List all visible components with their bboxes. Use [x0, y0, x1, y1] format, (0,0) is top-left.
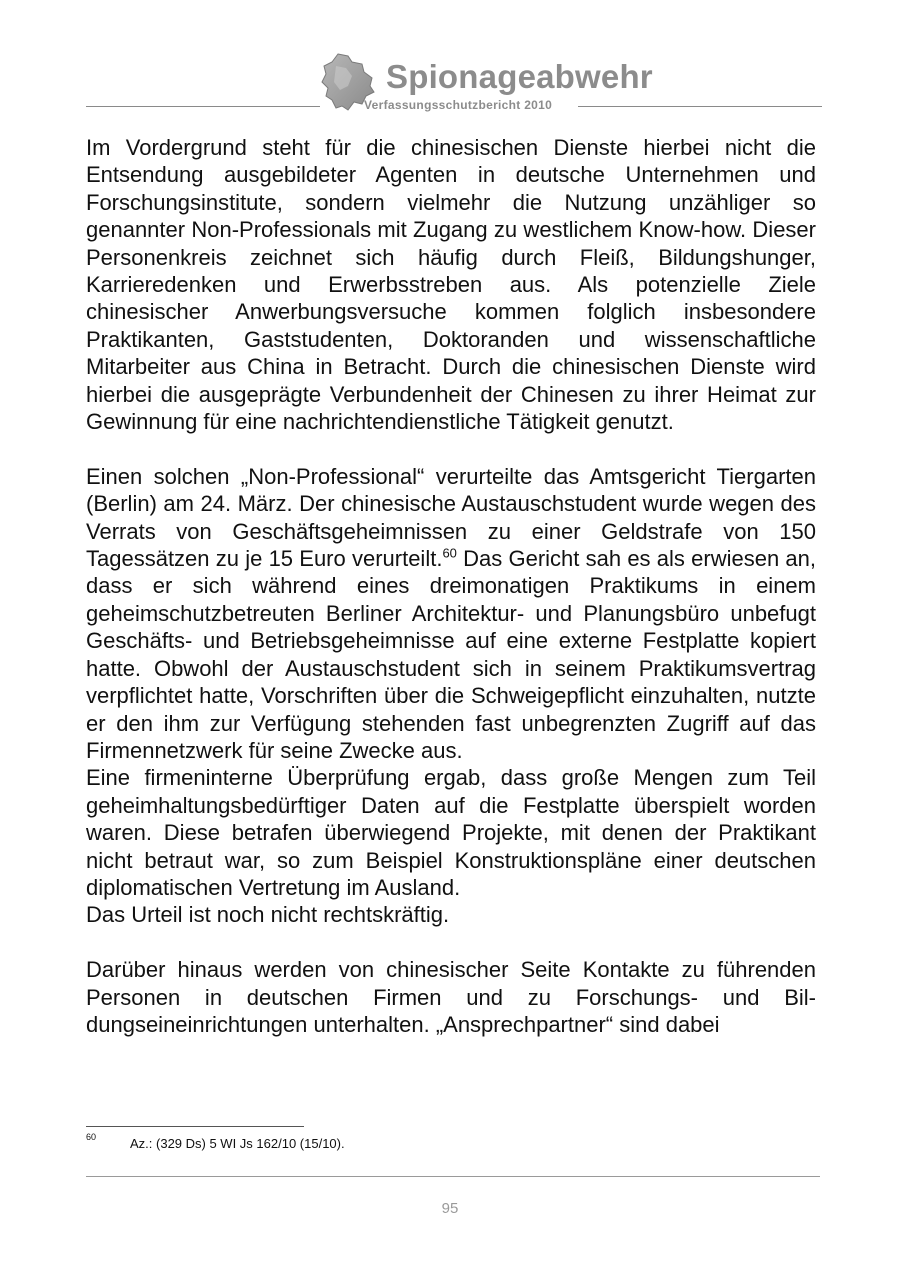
paragraph-2-part-1: Einen solchen „Non-Professional“ verurteilte das Amtsgericht Tiergarten (Berlin) am 24. März. Der chinesische Austauschstudent wurde wegen des Verrats von Geschäftsgeheimnissen zu einer Geldstrafe von 150 Tagessätzen zu je 15 Euro verurteilt.	[86, 463, 816, 572]
header-title: Spionageabwehr	[386, 58, 653, 95]
footnote-reference: 60	[442, 545, 457, 561]
body-text	[86, 134, 816, 1038]
paragraph-1: Im Vordergrund steht für die chinesischen Dienste hierbei nicht die Entsendung ausgebildeter Agenten in deutsche Unternehmen und Forschungsinstitute, sondern vielmehr die Nutzung unzähliger so genannter Non-Professionals mit Zugang zu westlichem Know-how. Dieser Personenkreis zeichnet sich häufig durch Fleiß, Bildungshunger, Karrieredenken und Erwerbsstreben aus. Als potenzielle Ziele chinesischer Anwerbungsversuche kommen folglich insbesondere Praktikanten, Gaststudenten, Doktoranden und wissenschaftliche Mitarbeiter aus China in Betracht. Durch die chinesischen Dienste wird hierbei die ausgeprägte Verbundenheit der Chinesen zu ihrer Heimat zur Gewinnung für eine nachrichtendienstliche Tätigkeit genutzt.	[86, 135, 816, 435]
paragraph-5: Darüber hinaus werden von chinesischer Seite Kontakte zu führenden Personen in deutschen Firmen und zu Forschungs- und Bildungseineinrichtungen unterhalten. „Ansprechpartner“ sind dabei	[86, 957, 816, 1037]
header-rule-left	[86, 106, 320, 107]
paragraph-2-part-2: Das Gericht sah es als erwiesen an, dass er sich während eines dreimonatigen Praktikums in einem geheimschutzbetreuten Berliner Architektur- und Planungsbüro unbefugt Geschäfts- und Betriebsgeheimnisse auf eine externe Festplatte kopiert hatte. Obwohl der Austauschstudent sich in seinem Praktikumsvertrag verpflichtet hatte, Vorschriften über die Schweigepflicht einzuhalten, nutzte er den ihm zur Verfügung stehenden fast unbegrenzten Zugriff auf das Firmennetzwerk für seine Zwecke aus.	[86, 546, 816, 763]
paragraph-2	[86, 463, 816, 764]
page-header	[0, 0, 900, 120]
footnote-separator	[86, 1126, 304, 1127]
header-rule-right	[578, 106, 822, 107]
paragraph-gap	[86, 929, 816, 956]
footnote-number: 60	[86, 1132, 97, 1142]
paragraph-3: Eine firmeninterne Überprüfung ergab, dass große Mengen zum Teil geheimhaltungsbedürftiger Daten auf die Festplatte überspielt worden waren. Diese betrafen überwiegend Projekte, mit denen der Praktikant nicht betraut war, so zum Beispiel Konstruktionspläne einer deutschen diplomatischen Vertretung im Ausland.	[86, 765, 816, 900]
paragraph-4: Das Urteil ist noch nicht rechtskräftig.	[86, 902, 450, 928]
footer-rule	[86, 1176, 820, 1177]
footnote-text: Az.: (329 Ds) 5 WI Js 162/10 (15/10).	[130, 1136, 345, 1151]
page-number: 95	[441, 1200, 459, 1217]
header-subtitle: Verfassungsschutzbericht 2010	[364, 98, 553, 112]
paragraph-gap	[86, 435, 816, 462]
